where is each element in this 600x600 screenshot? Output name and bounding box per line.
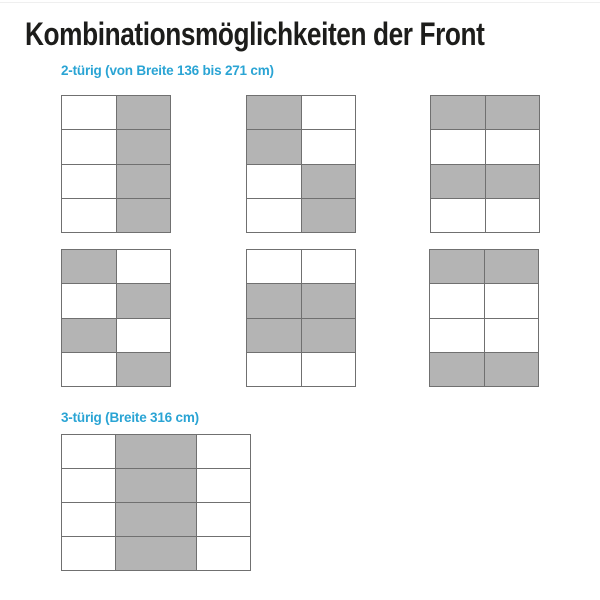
door-panel-white (302, 96, 356, 129)
door-panel-white (302, 353, 356, 386)
door-panel-white (430, 319, 484, 352)
door-panel-gray (117, 130, 171, 163)
door-panel-white (247, 353, 301, 386)
door-panel-white (117, 250, 171, 283)
combo-grid-1 (61, 95, 171, 233)
door-panel-gray (62, 319, 116, 352)
combo-grid-5 (246, 249, 356, 387)
door-panel-gray (302, 165, 356, 198)
combo-grid-4 (61, 249, 171, 387)
top-divider (0, 2, 600, 3)
combo-grid-6 (429, 249, 539, 387)
door-panel-gray (62, 250, 116, 283)
door-panel-white (62, 130, 116, 163)
door-panel-white (197, 469, 250, 502)
door-panel-white (62, 199, 116, 232)
combo-grid-7 (61, 434, 251, 571)
door-panel-gray (117, 199, 171, 232)
door-panel-white (431, 199, 485, 232)
door-panel-white (197, 503, 250, 536)
door-panel-white (431, 130, 485, 163)
section-two-door-label: 2-türig (von Breite 136 bis 271 cm) (61, 63, 274, 78)
door-panel-gray (116, 503, 196, 536)
door-panel-gray (117, 96, 171, 129)
door-panel-white (302, 250, 356, 283)
door-panel-white (302, 130, 356, 163)
door-panel-white (62, 165, 116, 198)
door-panel-gray (117, 353, 171, 386)
door-panel-white (486, 130, 540, 163)
door-panel-white (485, 284, 539, 317)
door-panel-gray (431, 165, 485, 198)
combo-grid-3 (430, 95, 540, 233)
door-panel-white (62, 284, 116, 317)
door-panel-white (62, 469, 115, 502)
door-panel-white (486, 199, 540, 232)
door-panel-gray (247, 96, 301, 129)
door-panel-white (62, 537, 115, 570)
combo-grid-2 (246, 95, 356, 233)
door-panel-gray (247, 319, 301, 352)
door-panel-white (485, 319, 539, 352)
door-panel-white (247, 165, 301, 198)
door-panel-white (247, 199, 301, 232)
door-panel-gray (302, 319, 356, 352)
door-panel-white (62, 435, 115, 468)
door-panel-white (197, 435, 250, 468)
door-panel-gray (117, 165, 171, 198)
door-panel-gray (430, 250, 484, 283)
door-panel-gray (431, 96, 485, 129)
door-panel-gray (247, 130, 301, 163)
door-panel-white (430, 284, 484, 317)
door-panel-gray (116, 537, 196, 570)
door-panel-white (62, 96, 116, 129)
door-panel-gray (116, 435, 196, 468)
door-panel-gray (117, 284, 171, 317)
door-panel-gray (430, 353, 484, 386)
door-panel-gray (247, 284, 301, 317)
door-panel-gray (485, 353, 539, 386)
door-panel-white (62, 503, 115, 536)
door-panel-gray (486, 96, 540, 129)
door-panel-gray (485, 250, 539, 283)
door-panel-gray (302, 199, 356, 232)
door-panel-white (62, 353, 116, 386)
page-title: Kombinationsmöglichkeiten der Front (25, 16, 485, 52)
door-panel-white (117, 319, 171, 352)
door-panel-gray (302, 284, 356, 317)
door-panel-white (197, 537, 250, 570)
door-panel-gray (486, 165, 540, 198)
door-panel-gray (116, 469, 196, 502)
door-panel-white (247, 250, 301, 283)
section-three-door-label: 3-türig (Breite 316 cm) (61, 410, 199, 425)
